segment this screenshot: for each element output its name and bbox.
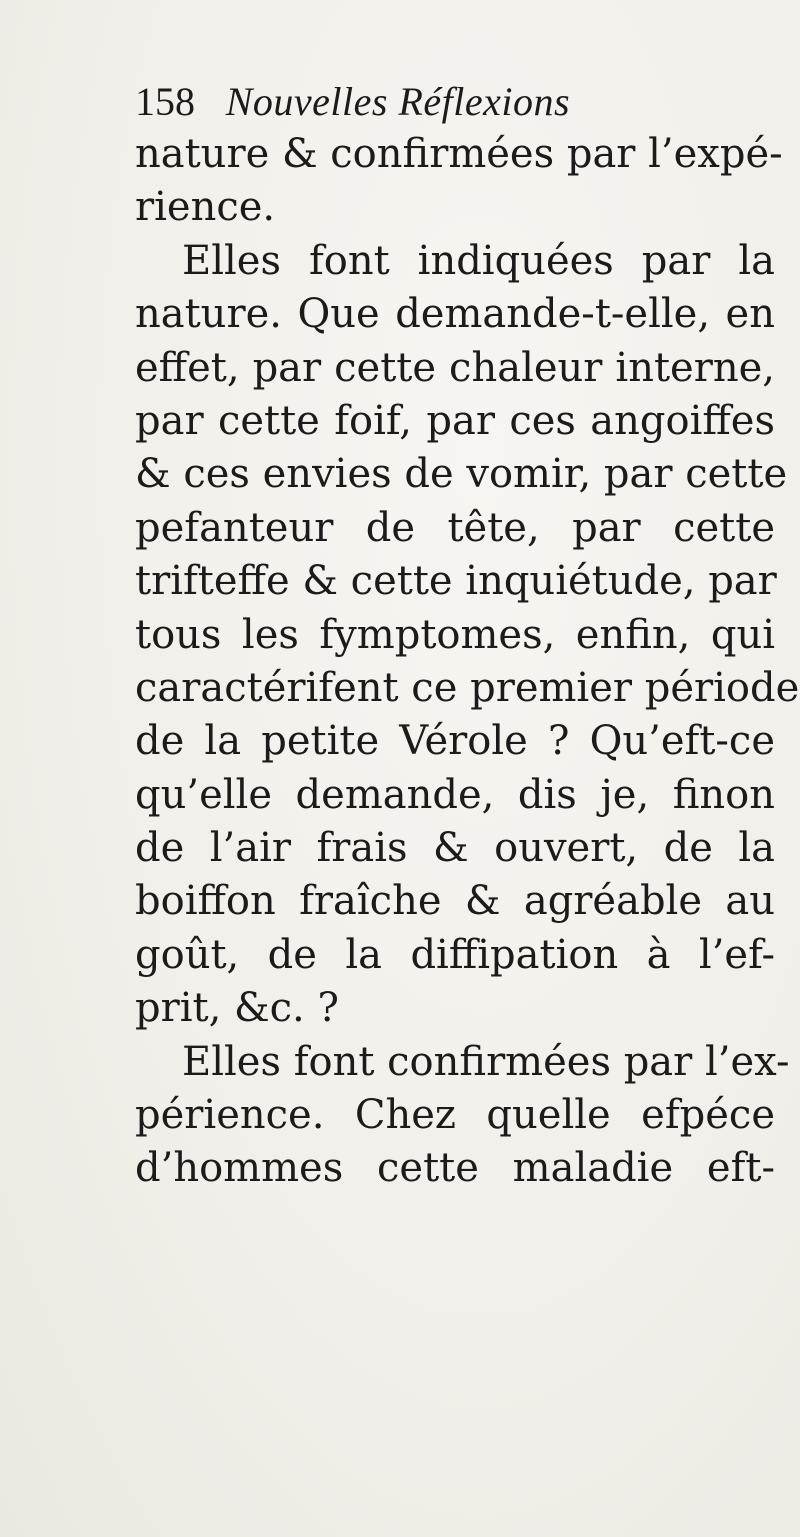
text-line: rience. bbox=[135, 184, 276, 231]
text-line: & ces envies de vomir, par cette bbox=[135, 451, 788, 498]
text-line: trifteffe & cette inquiétude, par bbox=[135, 558, 777, 605]
text-line: par cette foif, par ces angoiffes bbox=[135, 397, 775, 444]
text-line: pefanteur de tête, par cette bbox=[135, 504, 775, 551]
text-line: de l’air frais & ouvert, de la bbox=[135, 825, 775, 872]
text-line: Elles font indiquées par la bbox=[182, 237, 775, 284]
text-line: effet, par cette chaleur interne, bbox=[135, 344, 775, 391]
text-line: d’hommes cette maladie eft- bbox=[135, 1145, 775, 1192]
text-line: Elles font confirmées par l’ex- bbox=[182, 1038, 790, 1085]
text-line: goût, de la diffipation à l’ef- bbox=[135, 931, 775, 978]
text-line: tous les fymptomes, enfin, qui bbox=[135, 611, 775, 658]
text-line: nature & confirmées par l’expé- bbox=[135, 131, 783, 177]
text-line: périence. Chez quelle efpéce bbox=[135, 1092, 775, 1139]
page-number: 158 bbox=[135, 79, 195, 124]
text-line: caractérifent ce premier période bbox=[135, 664, 800, 711]
running-title: Nouvelles Réflexions bbox=[225, 79, 571, 124]
text-line: boiffon fraîche & agréable au bbox=[135, 878, 775, 925]
text-line: qu’elle demande, dis je, finon bbox=[135, 771, 775, 818]
page-header bbox=[135, 72, 570, 132]
text-line: nature. Que demande-t-elle, en bbox=[135, 291, 775, 338]
text-line: de la petite Vérole ? Qu’eft-ce bbox=[135, 718, 775, 765]
body-text bbox=[135, 128, 800, 1196]
text-line: prit, &c. ? bbox=[135, 985, 339, 1032]
